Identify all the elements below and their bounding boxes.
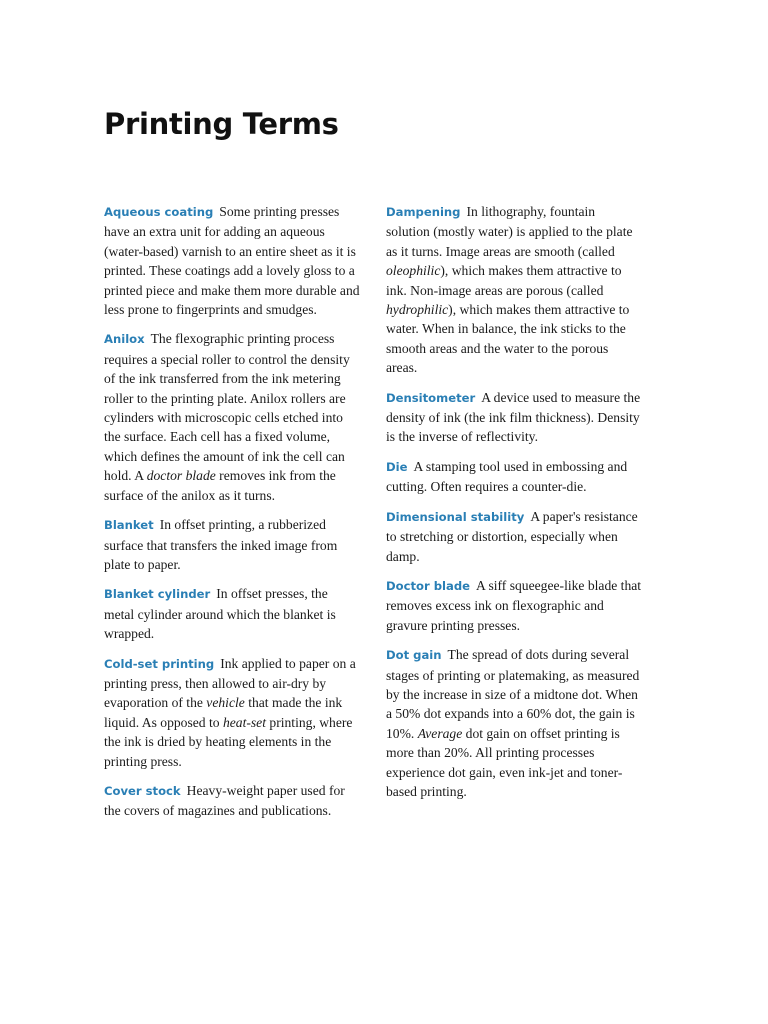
definition-text: that made the ink liquid. As opposed to	[104, 695, 343, 730]
glossary-term: Densitometer	[386, 390, 476, 405]
definition-text: A siff squeegee-like blade that removes excess ink on flexographic and gravure printing presses.	[386, 577, 642, 633]
definition-text: The flexographic printing process requires a special roller to control the density of the ink transferred from the ink metering roller to the printing plate. Anilox rollers are cylinders with microscopic cells etched into the surface. Each cell has a fixed volume, which defines the amount of ink the cell can hold. A	[104, 331, 350, 484]
page-title: Printing Terms	[104, 107, 339, 141]
definition-text: Heavy-weight paper used for the covers of magazines and publications.	[104, 782, 345, 819]
definition-text: Some printing presses have an extra unit for adding an aqueous (water-based) varnish to an entire sheet as it is printed. These coatings add a lovely gloss to a printed piece and make them more durable and less prone to fingerprints and smudges.	[104, 204, 360, 318]
left-column	[104, 202, 360, 831]
glossary-entry-blanket-cylinder	[104, 584, 360, 643]
glossary-entry-densitometer	[386, 388, 642, 447]
definition-text: ), which makes them attractive to ink. Non-image areas are porous (called	[386, 263, 622, 298]
italic-text: oleophilic	[386, 263, 441, 279]
italic-text: doctor blade	[146, 468, 216, 484]
glossary-term: Die	[386, 459, 408, 474]
glossary-definition	[104, 656, 356, 769]
definition-text: A stamping tool used in embossing and cutting. Often requires a counter-die.	[386, 458, 628, 495]
definition-text: In offset presses, the metal cylinder around which the blanket is wrapped.	[104, 586, 336, 642]
definition-text: dot gain on offset printing is more than 20%. All printing processes experience dot gain, even ink-jet and toner-based printing.	[386, 725, 623, 799]
definition-text: Ink applied to paper on a printing press, then allowed to air-dry by evaporation of the	[104, 655, 356, 711]
glossary-term: Doctor blade	[386, 578, 470, 593]
glossary-term: Dampening	[386, 205, 461, 219]
glossary-term: Dimensional stability	[386, 509, 525, 524]
definition-text: The spread of dots during several stages of printing or platemaking, as measured by the increase in size of a midtone dot. When a 50% dot expands into a 60% dot, the gain is 10%.	[386, 647, 640, 741]
definition-text: removes ink from the surface of the anilox as it turns.	[104, 468, 336, 503]
glossary-entry-dampening	[386, 202, 642, 378]
italic-text: vehicle	[206, 695, 245, 711]
definition-text: ), which makes them attractive to water. When in balance, the ink sticks to the smooth areas and the water to the porous areas.	[386, 302, 630, 376]
glossary-term: Aqueous coating	[104, 205, 214, 219]
glossary-entry-blanket	[104, 515, 360, 574]
glossary-term: Dot gain	[386, 648, 442, 663]
glossary-entry-aqueous-coating	[104, 202, 360, 319]
definition-text: A device used to measure the density of ink (the ink film thickness). Density is the inverse of reflectivity.	[386, 389, 641, 445]
italic-text: heat-set	[222, 714, 266, 730]
glossary-definition	[386, 647, 639, 799]
glossary-entry-dimensional-stability	[386, 507, 642, 566]
definition-text: In offset printing, a rubberized surface that transfers the inked image from plate to paper.	[104, 517, 338, 572]
glossary-definition	[104, 331, 350, 502]
glossary-definition	[386, 459, 627, 494]
definition-text: A paper's resistance to stretching or distortion, especially when damp.	[386, 508, 638, 564]
glossary-term: Cover stock	[104, 783, 181, 798]
glossary-entry-cold-set-printing	[104, 654, 360, 771]
right-column	[386, 202, 642, 811]
definition-text: printing, where the ink is dried by heating elements in the printing press.	[104, 714, 353, 769]
glossary-definition	[386, 204, 633, 375]
italic-text: hydrophilic	[386, 302, 449, 318]
glossary-definition	[104, 204, 360, 317]
glossary-term: Anilox	[104, 332, 145, 347]
glossary-entry-dot-gain	[386, 645, 642, 801]
glossary-entry-cover-stock	[104, 781, 360, 821]
glossary-term: Blanket cylinder	[104, 587, 211, 602]
glossary-entry-die	[386, 457, 642, 497]
glossary-term: Cold-set printing	[104, 656, 215, 671]
glossary-term: Blanket	[104, 518, 154, 533]
glossary-entry-anilox	[104, 329, 360, 505]
glossary-entry-doctor-blade	[386, 576, 642, 635]
italic-text: Average	[417, 725, 463, 741]
definition-text: In lithography, fountain solution (mostly water) is applied to the plate as it turns. Image areas are smooth (called	[386, 204, 633, 259]
